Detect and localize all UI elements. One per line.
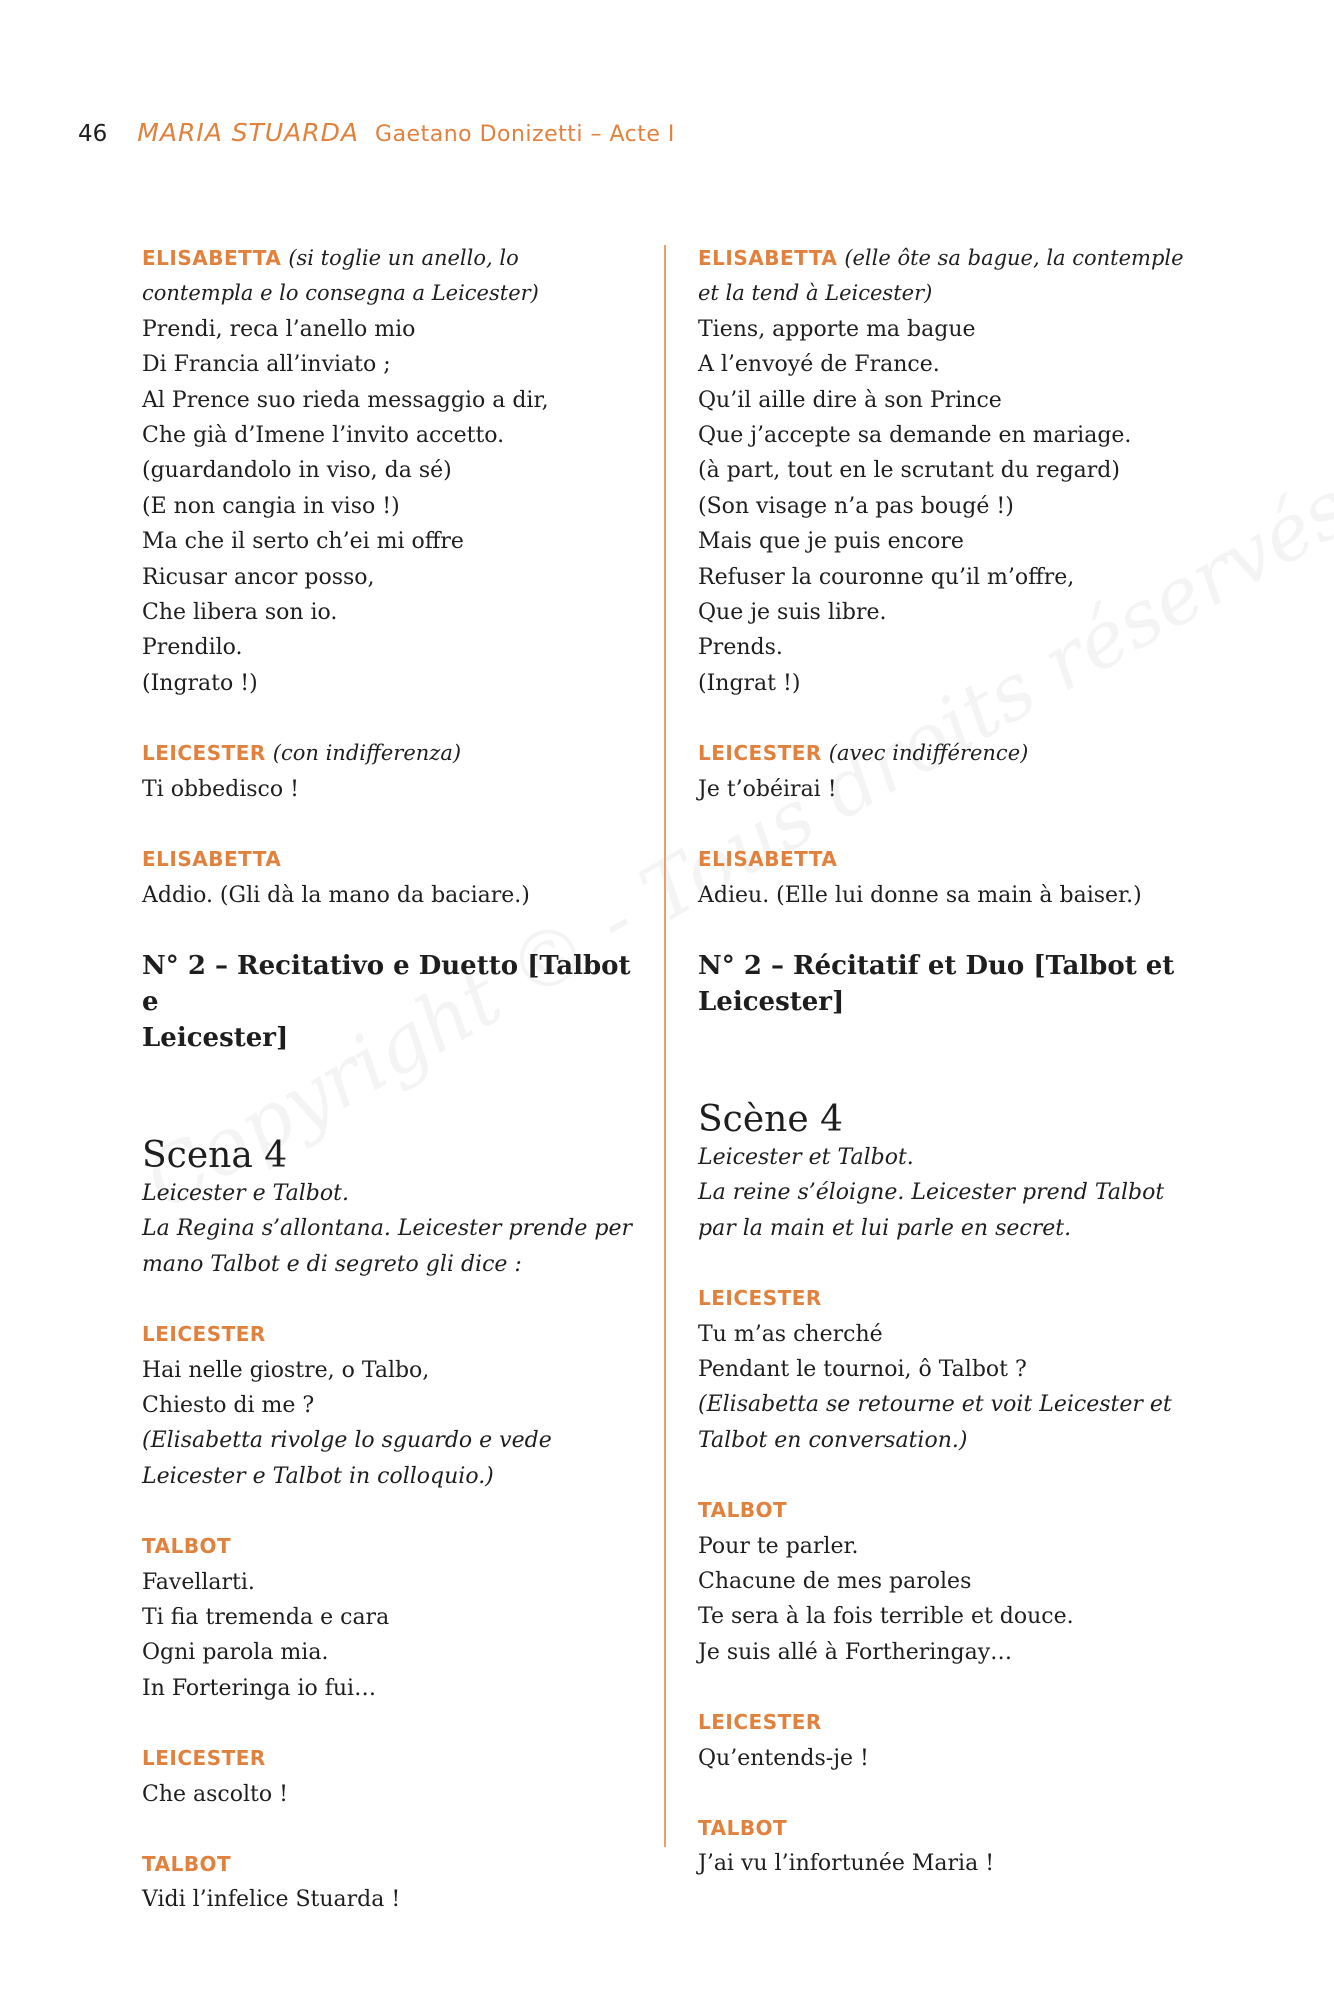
verse-line: (E non cangia in viso !) xyxy=(142,493,400,519)
speaker-name: LEICESTER xyxy=(142,1746,266,1771)
speaker-line xyxy=(142,1317,642,1352)
dialogue-block xyxy=(698,241,1198,701)
number-heading xyxy=(698,948,1198,1020)
speaker-name: ELISABETTA xyxy=(142,847,282,872)
verse-line: In Forteringa io fui… xyxy=(142,1675,377,1701)
scene-title: Scena 4 xyxy=(142,1134,288,1176)
page-header xyxy=(78,118,675,147)
speaker-name: ELISABETTA xyxy=(698,847,838,872)
speaker-name: LEICESTER xyxy=(698,1286,822,1311)
dialogue-block xyxy=(142,1741,642,1812)
verse-line: Je t’obéirai ! xyxy=(698,776,837,802)
stage-direction: (elle ôte sa bague, la contemple xyxy=(844,246,1184,270)
speaker-line xyxy=(698,1281,1198,1316)
speaker-name: ELISABETTA xyxy=(698,246,838,270)
speaker-line xyxy=(142,1529,642,1564)
verse-line: Ricusar ancor posso, xyxy=(142,564,375,590)
stage-direction: (Elisabetta se retourne et voit Leicester et xyxy=(698,1392,1172,1418)
verse-line: Prendilo. xyxy=(142,635,243,661)
speaker-line xyxy=(142,736,642,771)
verse-line: Vidi l’infelice Stuarda ! xyxy=(142,1887,401,1913)
column-divider xyxy=(664,245,666,1847)
italian-column xyxy=(142,241,642,1953)
scene-description-line: Leicester e Talbot. xyxy=(142,1180,349,1206)
scene-description-line: La reine s’éloigne. Leicester prend Talbot xyxy=(698,1180,1165,1206)
speaker-line xyxy=(142,241,642,276)
dialogue-block xyxy=(142,842,642,913)
verse-line: A l’envoyé de France. xyxy=(698,352,940,378)
french-column xyxy=(698,241,1198,1917)
speaker-line xyxy=(698,1493,1198,1528)
number-heading-line: Leicester] xyxy=(142,1022,289,1053)
dialogue-block xyxy=(142,736,642,807)
verse-line: Qu’entends-je ! xyxy=(698,1745,869,1771)
speaker-line xyxy=(698,241,1198,276)
scene-description-line: Leicester et Talbot. xyxy=(698,1144,914,1170)
stage-direction: (si toglie un anello, lo xyxy=(288,246,519,270)
verse-line: (Ingrat !) xyxy=(698,670,801,696)
verse-line: Favellarti. xyxy=(142,1569,255,1595)
verse-line: Mais que je puis encore xyxy=(698,529,964,555)
dialogue-block xyxy=(142,1847,642,1918)
stage-direction: et la tend à Leicester) xyxy=(698,281,933,306)
stage-direction: Talbot en conversation.) xyxy=(698,1427,968,1453)
verse-line: Je suis allé à Fortheringay… xyxy=(698,1639,1013,1665)
dialogue-block xyxy=(698,1811,1198,1882)
speaker-name: TALBOT xyxy=(698,1498,788,1523)
stage-direction: (Elisabetta rivolge lo sguardo e vede xyxy=(142,1428,552,1454)
verse-line: Pour te parler. xyxy=(698,1533,859,1559)
verse-line: Al Prence suo rieda messaggio a dir, xyxy=(142,387,549,413)
speaker-line xyxy=(142,1847,642,1882)
verse-line: Prendi, reca l’anello mio xyxy=(142,316,416,342)
opera-title: MARIA STUARDA xyxy=(137,118,360,147)
number-heading xyxy=(142,948,642,1056)
speaker-name: TALBOT xyxy=(142,1852,232,1876)
verse-line: Que je suis libre. xyxy=(698,600,887,626)
verse-line: Que j’accepte sa demande en mariage. xyxy=(698,423,1132,449)
verse-line: Chiesto di me ? xyxy=(142,1392,315,1418)
stage-direction: (con indifferenza) xyxy=(272,741,462,766)
page-number: 46 xyxy=(78,121,108,147)
verse-line: Pendant le tournoi, ô Talbot ? xyxy=(698,1356,1027,1382)
scene-description xyxy=(698,1140,1198,1246)
dialogue-block xyxy=(142,1317,642,1494)
number-heading-line: N° 2 – Recitativo e Duetto [Talbot e xyxy=(142,950,631,1017)
verse-line: Prends. xyxy=(698,635,783,661)
speaker-line xyxy=(698,1811,1198,1846)
verse-line: Refuser la couronne qu’il m’offre, xyxy=(698,564,1075,590)
dialogue-block xyxy=(698,1705,1198,1776)
speaker-name: LEICESTER xyxy=(698,1710,822,1735)
verse-line: Qu’il aille dire à son Prince xyxy=(698,387,1002,413)
verse-line: (Ingrato !) xyxy=(142,670,258,696)
scene-description-line: mano Talbot e di segreto gli dice : xyxy=(142,1251,522,1277)
speaker-line xyxy=(698,1705,1198,1740)
scene-description xyxy=(142,1176,642,1282)
verse-line: Che libera son io. xyxy=(142,600,338,626)
verse-line: (guardandolo in viso, da sé) xyxy=(142,458,452,484)
dialogue-block xyxy=(142,241,642,701)
verse-line: Chacune de mes paroles xyxy=(698,1568,972,1594)
speaker-line xyxy=(142,842,642,877)
header-subtitle: Gaetano Donizetti – Acte I xyxy=(375,122,675,147)
verse-line: Che ascolto ! xyxy=(142,1781,288,1807)
stage-direction: (avec indifférence) xyxy=(828,741,1029,766)
dialogue-block xyxy=(698,842,1198,913)
verse-line: Ma che il serto ch’ei mi offre xyxy=(142,529,464,555)
verse-line: Di Francia all’inviato ; xyxy=(142,352,391,378)
speaker-name: LEICESTER xyxy=(698,741,822,766)
verse-line: Tiens, apporte ma bague xyxy=(698,316,976,342)
speaker-line xyxy=(698,842,1198,877)
scene-description-line: La Regina s’allontana. Leicester prende per xyxy=(142,1216,632,1242)
scene-description-line: par la main et lui parle en secret. xyxy=(698,1215,1072,1241)
stage-direction: Leicester e Talbot in colloquio.) xyxy=(142,1463,494,1489)
dialogue-block xyxy=(698,1281,1198,1458)
speaker-name: ELISABETTA xyxy=(142,246,282,270)
verse-line: Te sera à la fois terrible et douce. xyxy=(698,1604,1074,1630)
number-heading-line: Leicester] xyxy=(698,986,845,1017)
number-heading-line: N° 2 – Récitatif et Duo [Talbot et xyxy=(698,950,1175,981)
verse-line: Tu m’as cherché xyxy=(698,1321,883,1347)
speaker-name: LEICESTER xyxy=(142,1322,266,1347)
verse-line: J’ai vu l’infortunée Maria ! xyxy=(698,1851,995,1877)
speaker-line xyxy=(698,736,1198,771)
speaker-line xyxy=(142,1741,642,1776)
stage-direction: contempla e lo consegna a Leicester) xyxy=(142,281,539,306)
dialogue-block xyxy=(142,1529,642,1706)
dialogue-block xyxy=(698,736,1198,807)
verse-line: Addio. (Gli dà la mano da baciare.) xyxy=(142,882,530,908)
speaker-name: LEICESTER xyxy=(142,741,266,766)
verse-line: (Son visage n’a pas bougé !) xyxy=(698,493,1014,519)
verse-line: (à part, tout en le scrutant du regard) xyxy=(698,458,1120,484)
verse-line: Hai nelle giostre, o Talbo, xyxy=(142,1357,430,1383)
verse-line: Ogni parola mia. xyxy=(142,1640,329,1666)
verse-line: Ti obbedisco ! xyxy=(142,776,299,802)
verse-line: Ti fia tremenda e cara xyxy=(142,1604,390,1630)
verse-line: Che già d’Imene l’invito accetto. xyxy=(142,423,505,449)
verse-line: Adieu. (Elle lui donne sa main à baiser.) xyxy=(698,882,1142,908)
scene-title: Scène 4 xyxy=(698,1098,843,1140)
speaker-name: TALBOT xyxy=(142,1534,232,1559)
speaker-name: TALBOT xyxy=(698,1816,788,1840)
dialogue-block xyxy=(698,1493,1198,1670)
